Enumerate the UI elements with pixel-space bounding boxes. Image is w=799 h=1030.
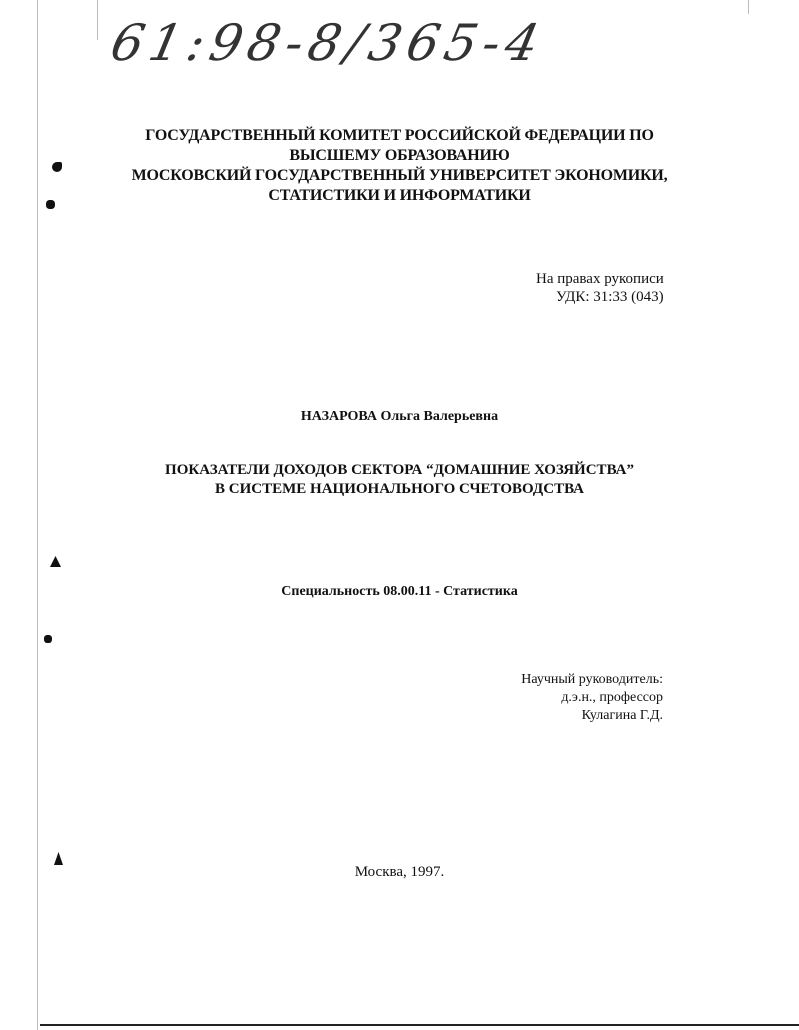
advisor-label: Научный руководитель: <box>521 672 663 687</box>
punch-hole-mark <box>44 635 52 643</box>
title-line: ПОКАЗАТЕЛИ ДОХОДОВ СЕКТОРА “ДОМАШНИЕ ХОЗЯЙСТВА” <box>165 462 634 478</box>
advisor-name: Кулагина Г.Д. <box>581 708 663 723</box>
organization-header <box>0 126 799 206</box>
scan-edge-line-top <box>97 0 98 40</box>
city-year: Москва, 1997. <box>354 864 445 880</box>
specialty: Специальность 08.00.11 - Статистика <box>281 584 518 599</box>
punch-hole-mark <box>50 556 61 567</box>
organization-line: ГОСУДАРСТВЕННЫЙ КОМИТЕТ РОССИЙСКОЙ ФЕДЕРАЦИИ ПО <box>145 127 654 144</box>
author-name: НАЗАРОВА Ольга Валерьевна <box>300 409 499 424</box>
organization-line: СТАТИСТИКИ И ИНФОРМАТИКИ <box>268 187 531 204</box>
title-line: В СИСТЕМЕ НАЦИОНАЛЬНОГО СЧЕТОВОДСТВА <box>215 481 584 497</box>
dissertation-title <box>0 461 799 499</box>
scan-edge-line-right <box>748 0 749 14</box>
organization-line: ВЫСШЕМУ ОБРАЗОВАНИЮ <box>289 147 510 164</box>
organization-line: МОСКОВСКИЙ ГОСУДАРСТВЕННЫЙ УНИВЕРСИТЕТ ЭКОНОМИКИ, <box>131 167 668 184</box>
scientific-advisor <box>521 671 663 725</box>
manuscript-rights-note: На правах рукописи <box>536 271 664 287</box>
advisor-degree: д.э.н., профессор <box>561 690 663 705</box>
bottom-edge-line <box>40 1024 799 1026</box>
udk-code: УДК: 31:33 (043) <box>556 289 664 305</box>
handwritten-archive-code: 61:98-8/365-4 <box>105 14 550 72</box>
